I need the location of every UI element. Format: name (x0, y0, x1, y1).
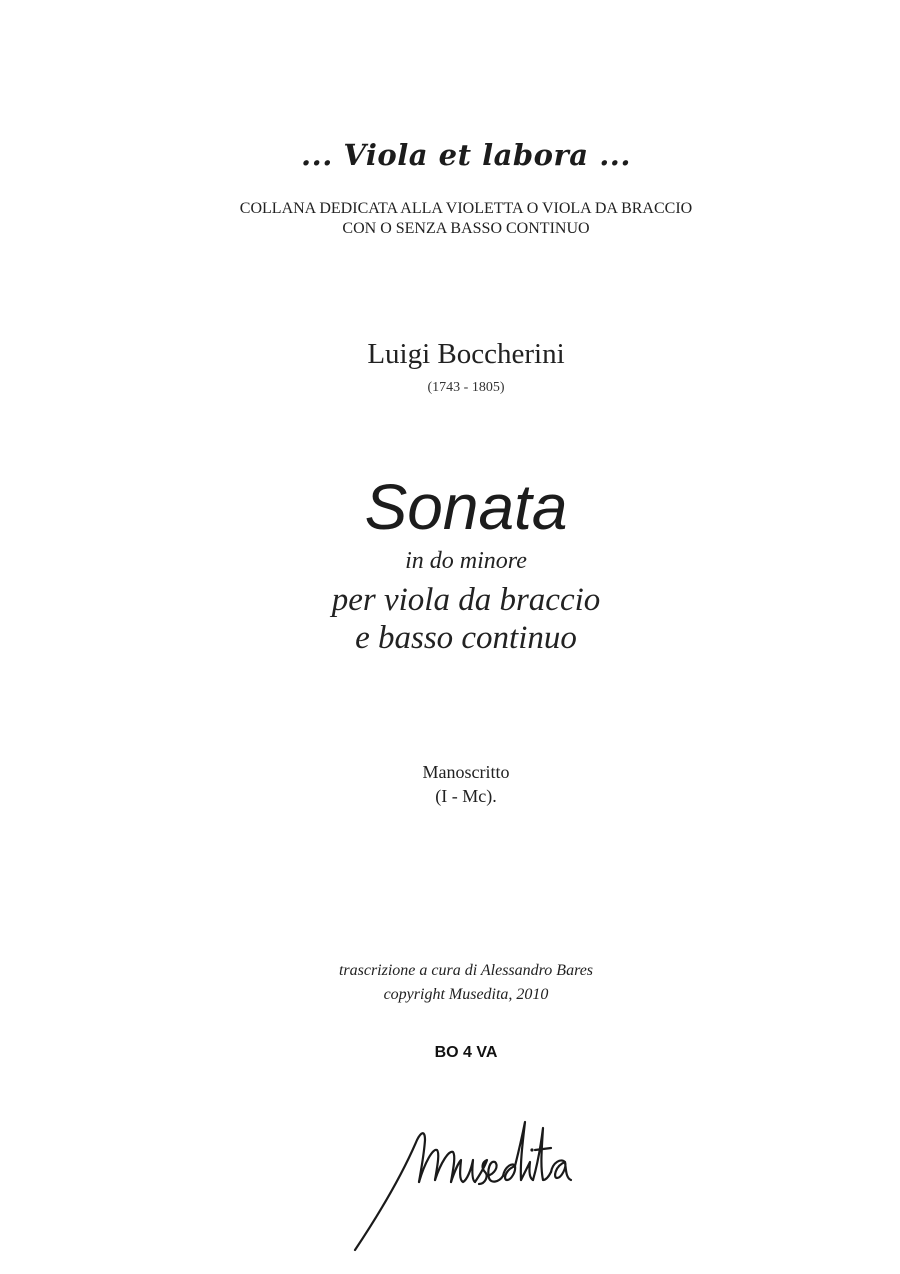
series-subtitle-line1: COLLANA DEDICATA ALLA VIOLETTA O VIOLA DA BRACCIO (239, 200, 693, 217)
work-key: in do minore (405, 548, 527, 574)
musedita-signature-logo-icon (345, 1100, 595, 1260)
series-title: ... Viola et labora ... (301, 138, 631, 172)
series-subtitle-line2: CON O SENZA BASSO CONTINUO (342, 220, 590, 237)
transcription-credit: trascrizione a cura di Alessandro Bares (338, 962, 594, 979)
composer-name: Luigi Boccherini (367, 338, 565, 370)
work-instrumentation-line2: e basso continuo (355, 620, 577, 656)
composer-dates: (1743 - 1805) (427, 380, 505, 395)
catalog-number: BO 4 VA (434, 1044, 498, 1061)
source-siglum: (I - Mc). (435, 786, 497, 806)
source-label: Manoscritto (422, 762, 510, 782)
work-title: Sonata (364, 471, 568, 543)
copyright-notice: copyright Musedita, 2010 (383, 986, 549, 1003)
work-instrumentation-line1: per viola da braccio (331, 582, 601, 618)
